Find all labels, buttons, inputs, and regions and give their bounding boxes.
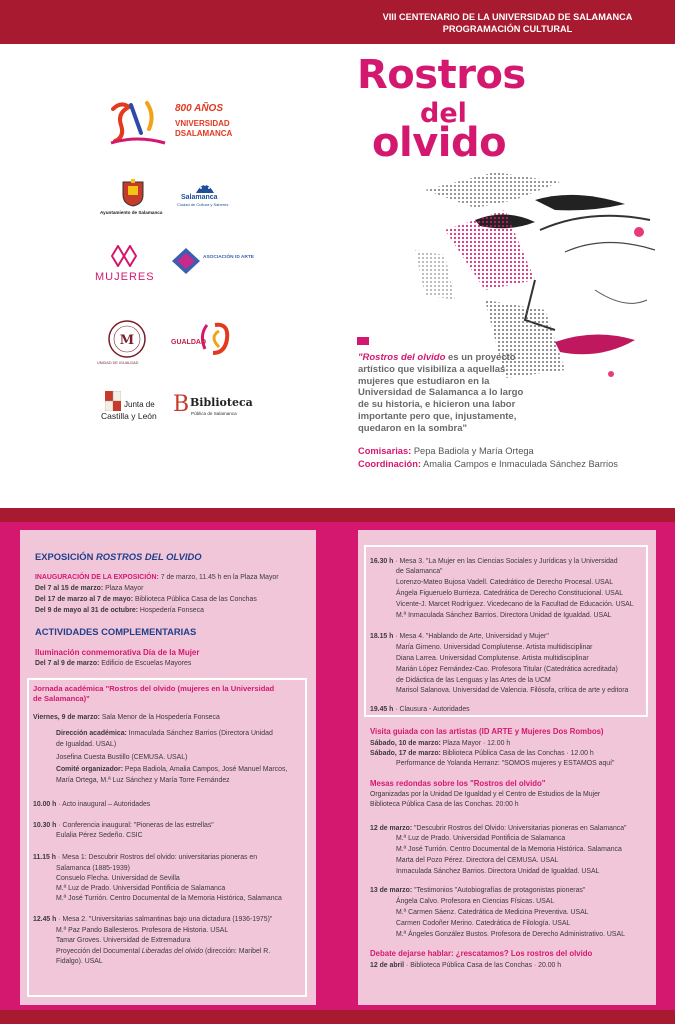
debate-title: Debate dejarse hablar: ¿rescatamos? Los rostros del olvido	[370, 949, 593, 958]
header-line-2: PROGRAMACIÓN CULTURAL	[442, 24, 573, 34]
comite-text-1: Pepa Badiola, Amalia Campos, José Manuel Marcos,	[123, 766, 288, 773]
description-line-5: de su historia, e hicieron una labor	[358, 399, 516, 411]
jornada-title-1: Jornada académica "Rostros del olvido (mujeres en la Universidad	[33, 684, 275, 693]
right-session-2-e: de Didáctica de las Lenguas y las Artes de la UCM	[396, 677, 551, 684]
junta-line-2: Castilla y León	[101, 411, 157, 421]
iluminacion-text: Edificio de Escuelas Mayores	[99, 660, 192, 667]
comite-1	[56, 765, 287, 774]
unidad-igualdad-label: UNIDAD DE IGUALDAD	[97, 361, 139, 365]
session-3-text-a: · Mesa 1: Descubrir Rostros del olvido: universitarias pioneras en	[56, 854, 258, 861]
date-1-text: Plaza Mayor	[103, 585, 144, 592]
mesa-1-c: M.ª José Turrión. Centro Documental de la Memoria Histórica. Salamanca	[396, 846, 622, 853]
usal-name-2: DSALAMANCA	[175, 129, 233, 138]
description-line-4: Universidad de Salamanca a lo largo	[358, 387, 524, 399]
direccion-1	[56, 729, 273, 738]
mesa-2-d: Carmen Codoñer Merino. Catedrática de Filología. USAL	[396, 920, 571, 927]
logo-row-arts	[95, 243, 285, 298]
session-1-text: · Acto inaugural – Autoridades	[56, 801, 151, 808]
mesa-1	[370, 824, 627, 833]
junta-shield-icon	[105, 391, 121, 411]
title-line-1: Rostros	[357, 52, 526, 98]
session-4-text-d3: (dirección: Maribel R.	[203, 948, 271, 955]
title-line-2: del	[420, 98, 467, 129]
face-artwork-image	[385, 160, 660, 380]
session-2-text-b: Eulalia Pérez Sedeño. CSIC	[56, 832, 143, 839]
right-session-2-time: 18.15 h	[370, 633, 394, 640]
comisarias-names: Pepa Badiola y María Ortega	[411, 446, 534, 456]
igualdad-label: GUALDAD	[171, 339, 206, 346]
debate-text: · Biblioteca Pública Casa de las Conchas · 20.00 h	[404, 962, 562, 969]
mesas-title: Mesas redondas sobre los "Rostros del olvido"	[370, 779, 546, 788]
session-3-text-c: Consuelo Flecha. Universidad de Sevilla	[56, 875, 180, 882]
mujeres-rombos-icon	[111, 245, 137, 267]
direccion-text-2: de Igualdad. USAL)	[56, 741, 117, 748]
inauguracion	[35, 573, 279, 582]
mesa-2	[370, 886, 585, 895]
right-session-2-f: Marisol Salanova. Universidad de Valencia. Filósofa, crítica de arte y editora	[396, 687, 629, 694]
program-top-strip	[0, 508, 675, 522]
logo-row-institutions	[95, 387, 285, 442]
mesa-2-e: M.ª Ángeles González Bustos. Profesora de Derecho Administrativo. USAL	[396, 931, 625, 938]
direccion-text-1: Inmaculada Sánchez Barrios (Directora Unidad	[126, 730, 273, 737]
right-session-1-e: Vicente-J. Marcet Rodríguez. Vicedecano de la Facultad de Educación. USAL	[396, 601, 634, 608]
project-description	[358, 352, 558, 435]
right-session-2	[370, 632, 549, 641]
logo-row-igualdad	[95, 317, 285, 372]
date-2-text: Biblioteca Pública Casa de las Conchas	[133, 596, 257, 603]
mesa-1-a: "Descubrir Rostros del Olvido: Universitarias pioneras en Salamanca"	[412, 825, 627, 832]
salamanca-label: Salamanca	[181, 194, 218, 201]
ayuntamiento-shield-icon	[122, 179, 144, 207]
session-4-text-d	[56, 947, 270, 956]
right-session-1-a: · Mesa 3. "La Mujer en las Ciencias Sociales y Jurídicas y la Universidad	[393, 558, 618, 565]
visita-3: Performance de Yolanda Herranz: "SOMOS mujeres y ESTAMOS aquí"	[396, 760, 615, 767]
visita-2-text: Biblioteca Pública Casa de las Conchas · 12.00 h	[440, 750, 594, 757]
title-line-3: olvido	[372, 120, 507, 166]
mujeres-label: MUJERES	[95, 271, 155, 283]
right-session-1-b: de Salamanca"	[396, 568, 443, 575]
date-2	[35, 595, 257, 604]
mesa-2-a: "Testimonios "Autobiografías de protagonistas pioneras"	[412, 887, 586, 894]
session-2-text-a: · Conferencia inaugural: "Pioneras de las estrellas"	[56, 822, 214, 829]
biblioteca-sub: Pública de Salamanca	[191, 411, 237, 416]
credits	[358, 445, 658, 470]
exposicion-title-b: ROSTROS DEL OLVIDO	[95, 551, 202, 562]
direccion-text-3: Josefina Cuesta Bustillo (CEMUSA. USAL)	[56, 754, 188, 761]
date-1	[35, 584, 143, 593]
coordinacion-label: Coordinación:	[358, 458, 422, 469]
date-3-text: Hospedería Fonseca	[138, 607, 204, 614]
session-4-time: 12.45 h	[33, 916, 57, 923]
direccion-label: Dirección académica:	[56, 730, 127, 737]
exposicion-title-a: EXPOSICIÓN	[35, 551, 96, 562]
viernes	[33, 713, 220, 722]
session-4-text-a: · Mesa 2. "Universitarias salmantinas bajo una dictadura (1936-1975)"	[56, 916, 273, 923]
session-4-text-c: Tamar Groves. Universidad de Extremadura	[56, 937, 191, 944]
right-session-3-time: 19.45 h	[370, 706, 394, 713]
session-3-text-b: Salamanca (1885-1939)	[56, 865, 130, 872]
visita-1	[370, 739, 510, 748]
right-session-3	[370, 705, 470, 714]
program-bottom-strip	[0, 1010, 675, 1024]
logo-row-usal	[95, 95, 285, 150]
right-session-2-d: Marián López Fernández-Cao. Profesora Titular (Catedrática acreditada)	[396, 666, 618, 673]
right-session-1-d: Ángela Figueruelo Burrieza. Catedrática de Derecho Constitucional. USAL	[396, 590, 624, 597]
comite-text-2: María Ortega, M.ª Luz Sánchez y María Torre Fernández	[56, 777, 230, 784]
session-3-text-d: M.ª Luz de Prado. Universidad Pontificia de Salamanca	[56, 885, 226, 892]
visita-2	[370, 749, 594, 758]
inauguracion-text: 7 de marzo, 11.45 h en la Plaza Mayor	[158, 574, 279, 581]
right-session-2-c: Diana Larrea. Universidad Complutense. Artista multidisciplinar	[396, 655, 589, 662]
session-2-time: 10.30 h	[33, 822, 57, 829]
right-session-2-b: María Gimeno. Universidad Complutense. Artista multidisciplinar	[396, 644, 593, 651]
mesa-1-label: 12 de marzo:	[370, 825, 413, 832]
session-3-time: 11.15 h	[33, 854, 56, 861]
mesas-org-1: Organizadas por la Unidad De Igualdad y el Centro de Estudios de la Mujer	[370, 791, 601, 798]
session-1-time: 10.00 h	[33, 801, 57, 808]
description-line-6: importante pero que, injustamente,	[358, 410, 517, 422]
ayuntamiento-label: Ayuntamiento de Salamanca	[100, 210, 163, 215]
biblioteca-b-icon: B	[173, 392, 190, 417]
visita-title: Visita guiada con las artistas (ID ARTE y Mujeres Dos Rombos)	[370, 727, 604, 736]
session-4-text-d1: Proyección del Documental	[56, 948, 142, 955]
salamanca-sub: Ciudad de Cultura y Saberes	[177, 202, 229, 207]
id-arte-label: ASOCIACIÓN ID ARTE	[203, 255, 254, 260]
jornada-title-2: de Salamanca)"	[33, 694, 90, 703]
date-2-label: Del 17 de marzo al 7 de mayo:	[35, 596, 134, 603]
debate-date	[370, 961, 561, 970]
logo-row-city	[95, 177, 285, 232]
usal-name-1: VNIVERSIDAD	[175, 119, 230, 128]
iluminacion-label: Del 7 al 9 de marzo:	[35, 660, 100, 667]
svg-text:M: M	[119, 333, 135, 348]
right-session-1-time: 16.30 h	[370, 558, 394, 565]
unidad-igualdad-seal-icon	[107, 319, 147, 359]
session-4	[33, 915, 272, 924]
junta-line-1: Junta de	[124, 400, 155, 409]
session-4-text-d2: Liberadas del olvido	[141, 948, 204, 955]
mesa-1-e: Inmaculada Sánchez Barrios. Directora Unidad de Igualdad. USAL	[396, 868, 600, 875]
mesa-2-c: M.ª Carmen Sáenz. Catedrática de Medicina Preventiva. USAL	[396, 909, 589, 916]
session-4-text-e: Fidalgo). USAL	[56, 958, 103, 965]
mesa-2-b: Ángela Calvo. Profesora en Ciencias Físicas. USAL	[396, 898, 555, 905]
id-arte-icon	[171, 247, 201, 275]
comite-label: Comité organizador:	[56, 766, 123, 773]
session-3	[33, 853, 257, 862]
right-session-1-c: Lorenzo-Mateo Bujosa Vadell. Catedrático de Derecho Procesal. USAL	[396, 579, 614, 586]
viernes-label: Viernes, 9 de marzo:	[33, 714, 100, 721]
description-line-2: artístico que visibiliza a aquellas	[358, 363, 506, 375]
actividades-title: ACTIVIDADES COMPLEMENTARIAS	[35, 626, 197, 637]
iluminacion-title: Iluminación conmemorativa Día de la Mujer	[35, 648, 200, 657]
description-marker	[357, 337, 369, 345]
description-line-1: es un proyecto	[445, 352, 516, 363]
session-3-text-e: M.ª José Turrión. Centro Documental de la Memoria Histórica, Salamanca	[56, 895, 282, 902]
right-session-2-a: · Mesa 4. "Hablando de Arte, Universidad y Mujer"	[393, 633, 549, 640]
date-3-label: Del 9 de mayo al 31 de octubre:	[35, 607, 139, 614]
visita-2-label: Sábado, 17 de marzo:	[370, 750, 441, 757]
iluminacion-date	[35, 659, 191, 668]
visita-1-label: Sábado, 10 de marzo:	[370, 740, 441, 747]
session-2	[33, 821, 214, 830]
inauguracion-label: INAUGURACIÓN DE LA EXPOSICIÓN:	[35, 574, 159, 581]
exposicion-title	[35, 551, 202, 562]
session-4-text-b: M.ª Paz Pando Ballesteros. Profesora de Historia. USAL	[56, 927, 229, 934]
comisarias-label: Comisarias:	[358, 446, 412, 456]
salamanca-dome-icon	[194, 179, 216, 193]
usal-years: 800 AÑOS	[175, 103, 223, 114]
description-line-3: mujeres que estudiaron en la	[358, 375, 490, 387]
mesa-2-label: 13 de marzo:	[370, 887, 413, 894]
right-session-1-f: M.ª Inmaculada Sánchez Barrios. Directora Unidad de Igualdad. USAL	[396, 612, 612, 619]
mesa-1-b: M.ª Luz de Prado. Universidad Pontificia de Salamanca	[396, 835, 566, 842]
visita-1-text: Plaza Mayor · 12.00 h	[440, 740, 511, 747]
right-session-1	[370, 557, 618, 566]
mesas-org-2: Biblioteca Pública Casa de las Conchas. 20:00 h	[370, 801, 519, 808]
viernes-text: Sala Menor de la Hospedería Fonseca	[99, 714, 220, 721]
description-line-7: quedaron en la sombra"	[358, 422, 468, 434]
mesa-1-d: Marta del Pozo Pérez. Directora del CEMUSA. USAL	[396, 857, 559, 864]
header-line-1: VIII CENTENARIO DE LA UNIVERSIDAD DE SALAMANCA	[382, 12, 633, 22]
date-1-label: Del 7 al 15 de marzo:	[35, 585, 104, 592]
description-emphasis: "Rostros del olvido	[358, 352, 446, 363]
header-text	[340, 11, 675, 35]
right-session-3-text: · Clausura - Autoridades	[393, 706, 470, 713]
biblioteca-label: Biblioteca	[190, 396, 253, 409]
session-1	[33, 800, 150, 809]
coordinacion-names: Amalia Campos e Inmaculada Sánchez Barrios	[421, 458, 618, 469]
date-3	[35, 606, 204, 615]
debate-label: 12 de abril	[370, 962, 405, 969]
